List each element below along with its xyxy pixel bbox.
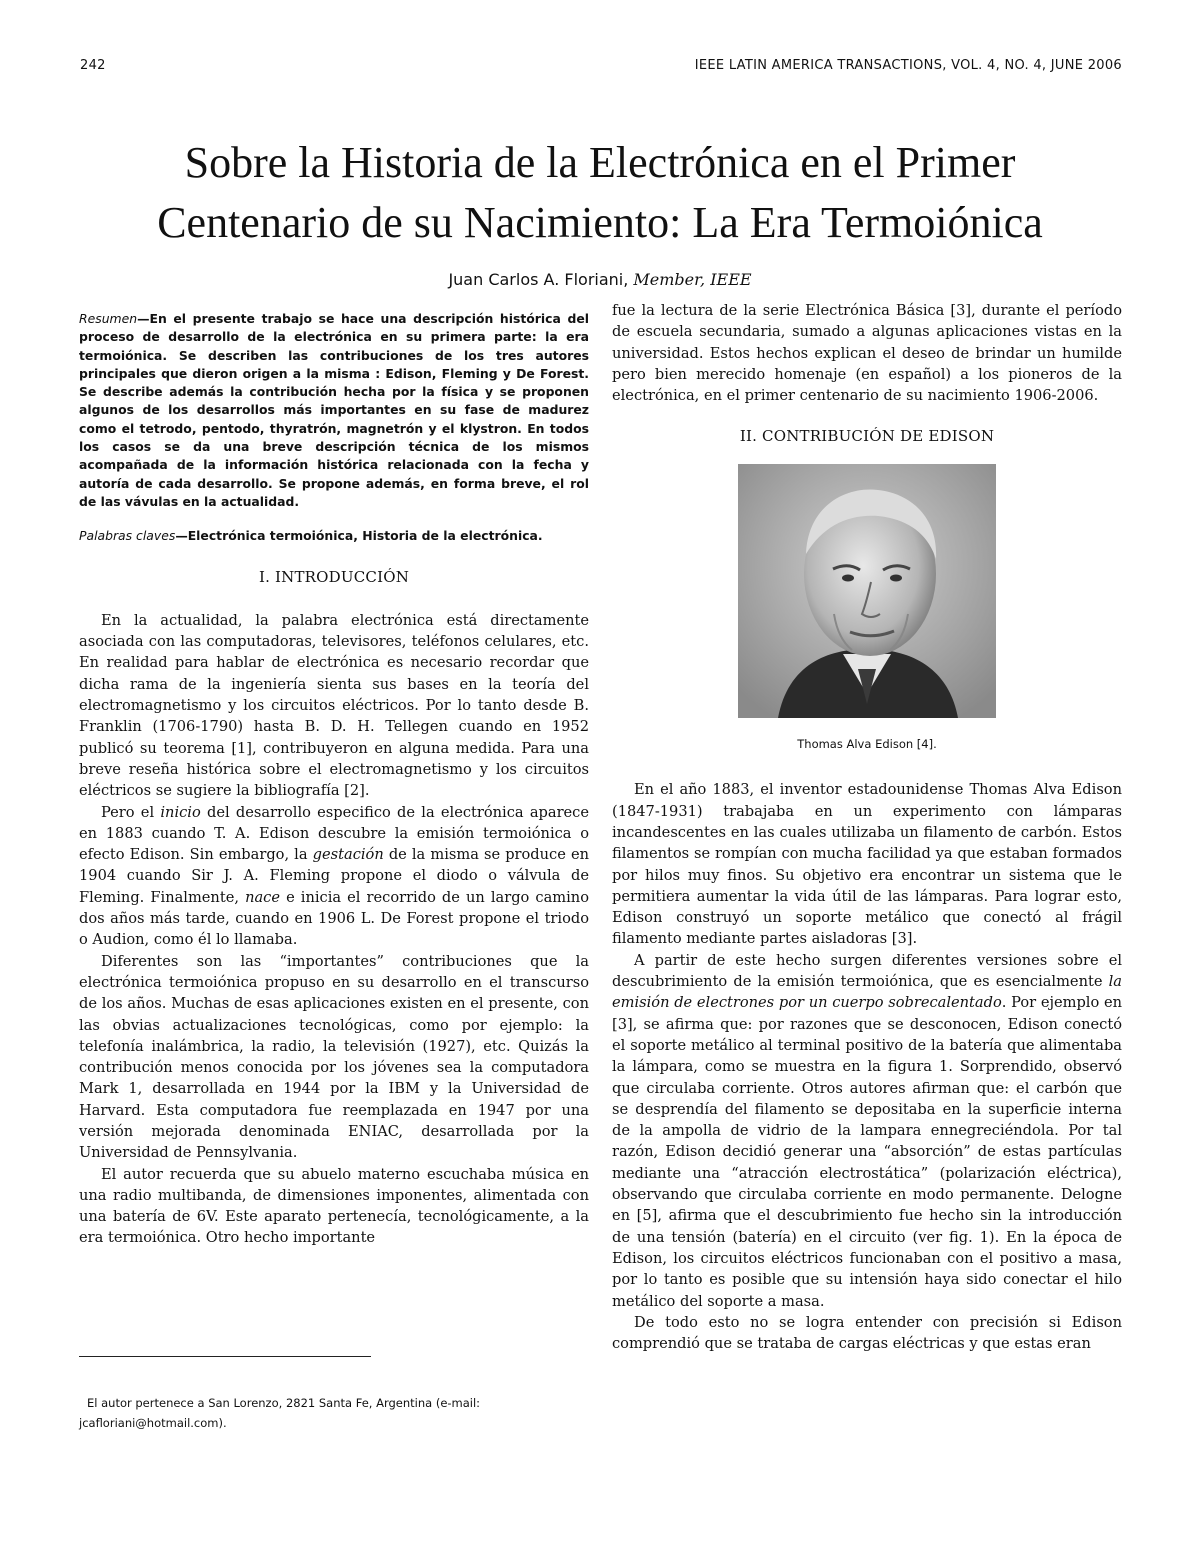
- abstract: [79, 310, 589, 511]
- author-line: [60, 270, 1140, 289]
- intro-paragraph-4-continued: fue la lectura de la serie Electrónica Básica [3], durante el período de escuela secundaria, sumado a algunas aplicaciones vistas en la universidad. Estos hechos explican el deseo de brindar un humilde pero bien merecido homenaje (en español) a los pioneros de la electrónica, en el primer centenario de su nacimiento 1906-2006.: [612, 302, 1122, 405]
- intro-paragraph-2: [79, 802, 589, 951]
- intro-paragraph-4: El autor recuerda que su abuelo materno escuchaba música en una radio multibanda, de dimensiones imponentes, alimentada con una batería de 6V. Este aparato pertenecía, tecnológicamente, a la era termoiónica. Otro hecho importante: [79, 1165, 589, 1247]
- section-heading-edison: II. CONTRIBUCIÓN DE EDISON: [739, 427, 995, 446]
- title-line-1: Sobre la Historia de la Electrónica en el Primer: [184, 138, 1016, 187]
- edison-p2-text-b: . Por ejemplo en [3], se afirma que: por razones que se desconocen, Edison conectó el soporte metálico al terminal positivo de la batería que alimentaba la lámpara, como se muestra en la figura 1. Sorprendido, observó que circulaba corriente. Otros autores afirman que: el carbón que se desprendía del filamento se depositaba en la superficie interna de la ampolla de vidrio de la lampara ennegreciéndola. Por tal razón, Edison decidió generar una “absorción” de estas partículas mediante una “atracción electrostática” (polarización eléctrica), observando que circulaba corriente en modo permanente. Delogne en [5], afirma que el descubrimiento fue hecho sin la introducción de una tensión (batería) en el circuito (ver fig. 1). En la época de Edison, los circuitos eléctricos funcionaban con el positivo a masa, por lo tanto es posible que su intensión haya sido conectar el hilo metálico del soporte a masa.: [612, 994, 1122, 1310]
- figure-caption: Thomas Alva Edison [4].: [797, 737, 937, 752]
- edison-paragraph-2: [612, 950, 1122, 1312]
- author-membership: Member, IEEE: [633, 270, 752, 289]
- keywords-label: Palabras claves: [79, 528, 176, 544]
- intro-paragraph-1: En la actualidad, la palabra electrónica está directamente asociada con las computadoras, televisores, teléfonos celulares, etc. En realidad para hablar de electrónica es necesario recordar que dicha rama de la ingeniería sienta sus bases en la teoría del electromagnetismo y los circuitos eléctricos. Por lo tanto desde B. Franklin (1706-1790) hasta B. D. H. Tellegen cuando en 1952 publicó su teorema [1], contribuyeron en alguna medida. Para una breve reseña histórica sobre el electromagnetismo y los circuitos eléctricos se sugiere la bibliografía [2].: [79, 611, 589, 800]
- edison-paragraph-1: En el año 1883, el inventor estadounidense Thomas Alva Edison (1847-1931) trabajaba en un experimento con lámparas incandescentes en las cuales utilizaba un filamento de carbón. Estos filamentos se rompían con mucha facilidad ya que estaban formados por hilos muy finos. Su objetivo era encontrar un sistema que le permitiera aumentar la vida útil de las lámparas. Para lograr esto, Edison construyó un soporte metálico que conectó al frágil filamento mediante partes aisladoras [3].: [612, 781, 1122, 948]
- keywords-text: —Electrónica termoiónica, Historia de la electrónica.: [175, 528, 543, 544]
- footnote-rule: [79, 1356, 371, 1357]
- footnote: El autor pertenece a San Lorenzo, 2821 Santa Fe, Argentina (e-mail: jcafloriani@hotmail.com).: [79, 1396, 481, 1430]
- edison-p2-text-a: A partir de este hecho surgen diferentes versiones sobre el descubrimiento de la emisión termoiónica, que es esencialmente: [612, 951, 1122, 991]
- edison-portrait-image: [738, 464, 996, 718]
- page-number: 242: [80, 58, 106, 73]
- intro-p2-text-d: e inicia el recorrido de un largo camino dos años más tarde, cuando en 1906 L. De Forest propone el triodo o Audion, como él lo llamaba.: [79, 888, 589, 949]
- journal-header: IEEE LATIN AMERICA TRANSACTIONS, VOL. 4, NO. 4, JUNE 2006: [694, 58, 1122, 73]
- edison-paragraph-3: De todo esto no se logra entender con precisión si Edison comprendió que se trataba de cargas eléctricas y que estas eran: [612, 1313, 1122, 1353]
- author-name: Juan Carlos A. Floriani,: [448, 270, 634, 289]
- title-line-2: Centenario de su Nacimiento: La Era Termoiónica: [157, 198, 1043, 247]
- intro-p2-text-b: del desarrollo especifico de la electrónica aparece en 1883 cuando T. A. Edison descubre la emisión termoiónica o efecto Edison. Sin embargo, la: [79, 803, 589, 864]
- intro-p2-em-gestacion: gestación: [312, 846, 384, 864]
- section-heading-introduccion: I. INTRODUCCIÓN: [258, 567, 410, 586]
- intro-p2-text-c: de la misma se produce en 1904 cuando Sir J. A. Fleming propone el diodo o válvula de Fleming. Finalmente,: [79, 846, 589, 906]
- intro-p2-em-nace: nace: [245, 888, 280, 906]
- intro-p2-em-inicio: inicio: [160, 803, 201, 821]
- right-column: [612, 300, 1122, 1354]
- keywords: [79, 527, 589, 545]
- left-column: [79, 310, 589, 1249]
- edison-p2-emphasis: la emisión de electrones por un cuerpo sobrecalentado: [612, 973, 1122, 1012]
- figure: [612, 464, 1122, 756]
- abstract-text: —En el presente trabajo se hace una descripción histórica del proceso de desarrollo de la electrónica en su primera parte: la era termoiónica. Se describen las contribuciones de los tres autores principales que dieron origen a la misma : Edison, Fleming y De Forest. Se describe además la contribución hecha por la física y se proponen algunos de los desarrollos más importantes en su fase de madurez como el tetrodo, pentodo, thyratrón, magnetrón y el klystron. En todos los casos se da una breve descripción técnica de los mismos acompañada de la información histórica relacionada con la fecha y autoría de cada desarrollo. Se propone además, en forma breve, el rol de las vávulas en la actualidad.: [79, 311, 589, 509]
- abstract-label: Resumen: [79, 311, 138, 326]
- intro-p2-text-a: Pero el: [101, 803, 161, 821]
- intro-paragraph-3: Diferentes son las “importantes” contribuciones que la electrónica termoiónica propuso en su desarrollo en el transcurso de los años. Muchas de esas aplicaciones existen en el presente, con las obvias actualizaciones tecnológicas, como por ejemplo: la telefonía inalámbrica, la radio, la televisión (1927), etc. Quizás la contribución menos conocida por los jóvenes sea la computadora Mark 1, desarrollada en 1944 por la IBM y la Universidad de Harvard. Esta computadora fue reemplazada en 1947 por una versión mejorada denominada ENIAC, desarrollada por la Universidad de Pennsylvania.: [79, 952, 589, 1162]
- paper-title: [60, 133, 1140, 253]
